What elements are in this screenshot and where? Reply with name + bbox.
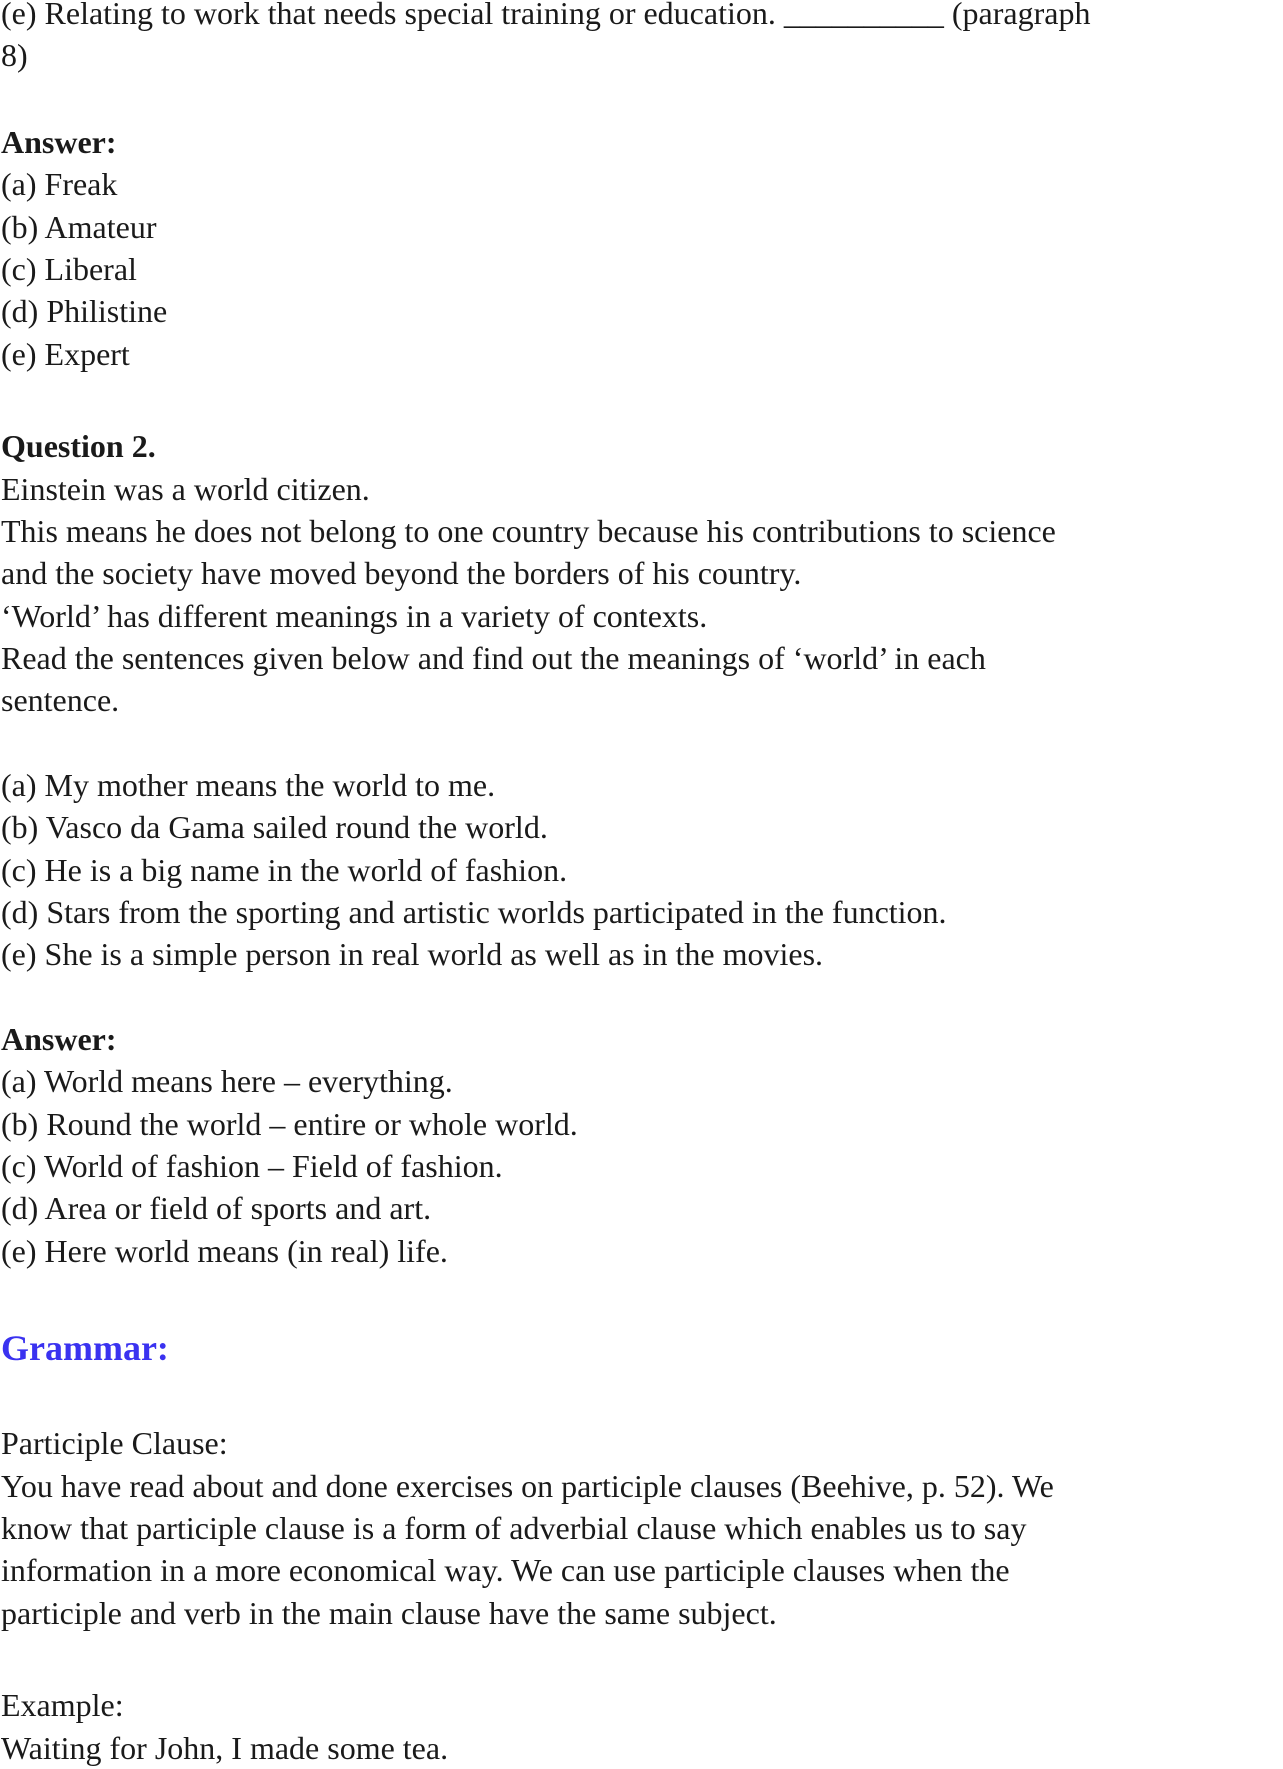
grammar-section — [1, 1324, 1283, 1372]
question-intro-line: and the society have moved beyond the borders of his country. — [1, 555, 802, 592]
item-text-continued: 8) — [1, 37, 28, 74]
sentence-item: (b) Vasco da Gama sailed round the world. — [1, 809, 548, 846]
question2-sentences — [1, 764, 1283, 976]
question-intro-line: ‘World’ has different meanings in a variety of contexts. — [1, 597, 708, 634]
answer-item: (e) Here world means (in real) life. — [1, 1232, 448, 1269]
question-intro-line: Read the sentences given below and find out the meanings of ‘world’ in each — [1, 640, 986, 677]
answer-heading: Answer: — [1, 123, 117, 160]
answer-item: (c) Liberal — [1, 250, 137, 287]
document-page — [1, 0, 1283, 1769]
sentence-item: (e) She is a simple person in real world as well as in the movies. — [1, 936, 824, 973]
answer-item: (e) Expert — [1, 335, 130, 372]
answer-item: (a) World means here – everything. — [1, 1063, 453, 1100]
example-label: Example: — [1, 1687, 124, 1724]
paragraph-line: know that participle clause is a form of adverbial clause which enables us to say — [1, 1509, 1027, 1546]
item-text: (e) Relating to work that needs special training or education. __________ (paragraph — [1, 0, 1091, 31]
sentence-item: (d) Stars from the sporting and artistic worlds participated in the function. — [1, 894, 947, 931]
answer-item: (b) Amateur — [1, 208, 157, 245]
paragraph-line: You have read about and done exercises on participle clauses (Beehive, p. 52). We — [1, 1467, 1054, 1504]
sentence-item: (c) He is a big name in the world of fashion. — [1, 851, 568, 888]
question2-block — [1, 425, 1283, 722]
question-intro-line: This means he does not belong to one country because his contributions to science — [1, 512, 1056, 549]
question-intro-line: Einstein was a world citizen. — [1, 470, 370, 507]
answer1-block — [1, 121, 1283, 375]
participle-clause-block — [1, 1422, 1283, 1634]
paragraph-line: participle and verb in the main clause have the same subject. — [1, 1594, 777, 1631]
paragraph-line: information in a more economical way. We can use participle clauses when the — [1, 1552, 1010, 1589]
example-text: Waiting for John, I made some tea. — [1, 1729, 449, 1766]
question-heading: Question 2. — [1, 428, 156, 465]
answer-item: (b) Round the world – entire or whole world. — [1, 1105, 578, 1142]
question-intro-line: sentence. — [1, 682, 120, 719]
answer-item: (d) Philistine — [1, 293, 168, 330]
subheading: Participle Clause: — [1, 1425, 228, 1462]
example-block — [1, 1684, 1283, 1769]
sentence-item: (a) My mother means the world to me. — [1, 766, 496, 803]
grammar-heading: Grammar: — [1, 1328, 169, 1369]
answer-item: (d) Area or field of sports and art. — [1, 1190, 432, 1227]
answer-heading: Answer: — [1, 1020, 117, 1057]
answer-item: (a) Freak — [1, 166, 118, 203]
answer2-block — [1, 1018, 1283, 1272]
answer-item: (c) World of fashion – Field of fashion. — [1, 1147, 503, 1184]
question1-item-e — [1, 0, 1283, 77]
